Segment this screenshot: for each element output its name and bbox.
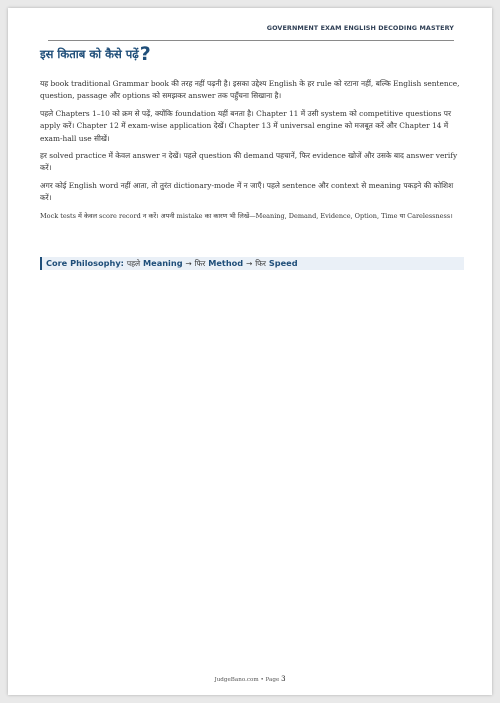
- paragraph-2: पहले Chapters 1–10 को क्रम से पढ़ें, क्योंकि foundation यहीं बनता है। Chapter 11 में उसी system को competitive questions पर apply करें। Chapter 12 में exam-wise application देखें। Chapter 13 में universal engine को मजबूत करें और Chapter 14 में exam-hall use सीखें।: [40, 108, 452, 143]
- heading-text: इस किताब को कैसे पढ़ें: [40, 47, 139, 61]
- heading-question-mark: ?: [139, 43, 151, 65]
- page-footer: [8, 675, 492, 683]
- running-header: [48, 22, 454, 41]
- philosophy-pre2: फिर: [194, 259, 206, 268]
- body-text: [40, 78, 464, 227]
- philosophy-pre3: फिर: [255, 259, 266, 268]
- footer-page-label: Page: [265, 677, 280, 683]
- page-heading: [40, 45, 151, 64]
- philosophy-label: Core Philosophy:: [46, 258, 124, 268]
- philosophy-method: Method: [208, 258, 244, 268]
- paragraph-1: यह book traditional Grammar book की तरह नहीं पढ़नी है। इसका उद्देश्य English के हर rule को रटाना नहीं, बल्कि English sentence, question, passage और options को समझकर answer तक पहुँचना सिखाना है।: [40, 79, 460, 101]
- document-page: [8, 8, 492, 695]
- philosophy-pre1: पहले: [126, 259, 141, 268]
- philosophy-arrow-icon: →: [246, 259, 253, 268]
- header-title: GOVERNMENT EXAM ENGLISH DECODING MASTERY: [266, 24, 454, 32]
- philosophy-speed: Speed: [268, 258, 298, 268]
- core-philosophy-box: [40, 257, 464, 270]
- paragraph-5: Mock tests में केवल score record न करें। अपनी mistake का कारण भी लिखें—Meaning, Demand, Evidence, Option, Time या Carelessness।: [40, 211, 453, 220]
- paragraph-4: अगर कोई English word नहीं आता, तो तुरंत dictionary-mode में न जाएँ। पहले sentence और context से meaning पकड़ने की कोशिश करें।: [40, 180, 454, 203]
- footer-bullet: •: [260, 677, 264, 683]
- footer-site: JudgeBano.com: [214, 677, 259, 683]
- philosophy-meaning: Meaning: [143, 258, 183, 268]
- footer-page-number: 3: [281, 675, 286, 683]
- paragraph-3: हर solved practice में केवल answer न देखें। पहले question की demand पहचानें, फिर evidence खोजें और उसके बाद answer verify करें।: [40, 151, 458, 173]
- philosophy-separator: →: [185, 259, 192, 268]
